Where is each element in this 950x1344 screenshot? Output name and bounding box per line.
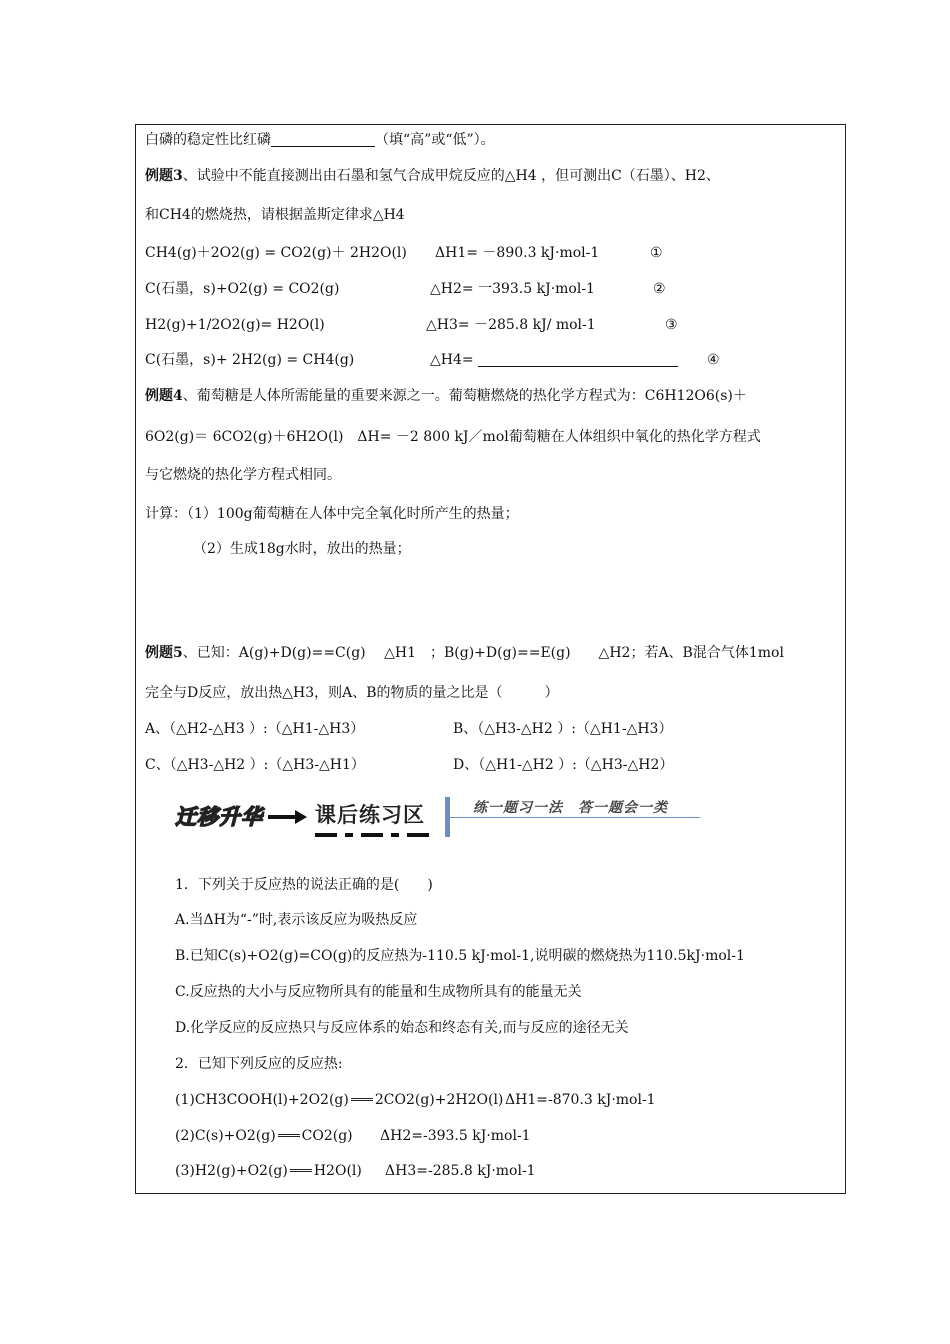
- equation-4: C(石墨，s)+ 2H2(g) = CH4(g) △H4= ④: [145, 352, 720, 368]
- banner-slogan: 练一题习一法 答一题会一类: [473, 800, 668, 816]
- option-a[interactable]: A、（△H2-△H3 ）:（△H1-△H3）: [145, 721, 365, 737]
- banner-dash: [361, 833, 383, 837]
- example4-line3: 与它燃烧的热化学方程式相同。: [145, 467, 341, 483]
- question1-option-b[interactable]: B.已知C(s)+O2(g)=CO(g)的反应热为-110.5 kJ·mol-1,说明碳的燃烧热为110.5kJ·mol-1: [175, 948, 745, 964]
- example5-line2: 完全与D反应，放出热△H3，则A、B的物质的量之比是（ ）: [145, 685, 559, 701]
- arrow-head-icon: [295, 810, 307, 824]
- example3-line1: 例题3、试验中不能直接测出由石墨和氢气合成甲烷反应的△H4 ，但可测出C（石墨）、H2、: [145, 168, 720, 184]
- banner-underline: [450, 817, 700, 818]
- question2-stem: 2．已知下列反应的反应热:: [175, 1056, 343, 1072]
- example4-line2: 6O2(g)＝ 6CO2(g)＋6H2O(l) ΔH= －2 800 kJ／mol葡萄糖在人体组织中氧化的热化学方程式: [145, 429, 761, 445]
- banner-dash: [407, 833, 429, 837]
- option-d[interactable]: D、（△H1-△H2 ）:（△H3-△H2）: [453, 757, 674, 773]
- reaction-1: (1)CH3COOH(l)+2O2(g) 2CO2(g)+2H2O(l) ΔH1=-870.3 kJ·mol-1: [175, 1092, 656, 1108]
- banner-dash: [391, 833, 399, 837]
- dh4-answer-blank[interactable]: [478, 352, 678, 367]
- option-c[interactable]: C、（△H3-△H2 ）:（△H3-△H1）: [145, 757, 365, 773]
- example4-line1: 例题4、葡萄糖是人体所需能量的重要来源之一。葡萄糖燃烧的热化学方程式为：C6H12O6(s)＋: [145, 388, 747, 404]
- example3-label: 例题3: [145, 168, 183, 184]
- example4-calc1: 计算：（1）100g葡萄糖在人体中完全氧化时所产生的热量；: [145, 506, 519, 522]
- reaction-2: (2)C(s)+O2(g) CO2(g) ΔH2=-393.5 kJ·mol-1: [175, 1128, 531, 1144]
- equals-arrow-icon: [351, 1098, 373, 1101]
- reaction-3: (3)H2(g)+O2(g) H2O(l) ΔH3=-285.8 kJ·mol-1: [175, 1163, 536, 1179]
- banner-dash: [345, 833, 353, 837]
- answer-blank[interactable]: [271, 132, 375, 147]
- equation-3: H2(g)+1/2O2(g)= H2O(l) △H3= －285.8 kJ/ mol-1 ③: [145, 317, 678, 333]
- line-white-phosphorus: 白磷的稳定性比红磷 （填“高”或“低”）。: [145, 132, 495, 148]
- banner-left-tag: 迁移升华: [175, 805, 263, 829]
- question1-stem: 1．下列关于反应热的说法正确的是( ): [175, 877, 433, 893]
- example4-label: 例题4: [145, 388, 183, 404]
- question1-option-d[interactable]: D.化学反应的反应热只与反应体系的始态和终态有关,而与反应的途径无关: [175, 1020, 629, 1036]
- example5-label: 例题5: [145, 645, 183, 661]
- equation-2: C(石墨，s)+O2(g) = CO2(g) △H2= 一393.5 kJ·mol-1 ②: [145, 281, 666, 297]
- banner-title: 课后练习区: [315, 803, 425, 827]
- question1-option-a[interactable]: A.当ΔH为“-”时,表示该反应为吸热反应: [175, 912, 418, 928]
- equals-arrow-icon: [278, 1134, 300, 1137]
- example3-line2: 和CH4的燃烧热，请根据盖斯定律求△H4: [145, 207, 405, 223]
- question1-option-c[interactable]: C.反应热的大小与反应物所具有的能量和生成物所具有的能量无关: [175, 984, 582, 1000]
- example5-line1: 例题5、已知：A(g)+D(g)==C(g) △H1 ；B(g)+D(g)==E(g) △H2；若A、B混合气体1mol: [145, 645, 784, 661]
- option-b[interactable]: B、（△H3-△H2 ）:（△H1-△H3）: [453, 721, 673, 737]
- equation-1: CH4(g)＋2O2(g) = CO2(g)＋ 2H2O(l) ΔH1= －890.3 kJ·mol-1 ①: [145, 245, 663, 261]
- example5-options-ab: [145, 720, 673, 738]
- arrow-icon: [268, 815, 298, 819]
- example4-calc2: （2）生成18g水时，放出的热量；: [193, 541, 411, 557]
- banner-dash: [315, 833, 337, 837]
- section-banner: [175, 795, 705, 845]
- equals-arrow-icon: [290, 1169, 312, 1172]
- example5-options-cd: [145, 756, 674, 774]
